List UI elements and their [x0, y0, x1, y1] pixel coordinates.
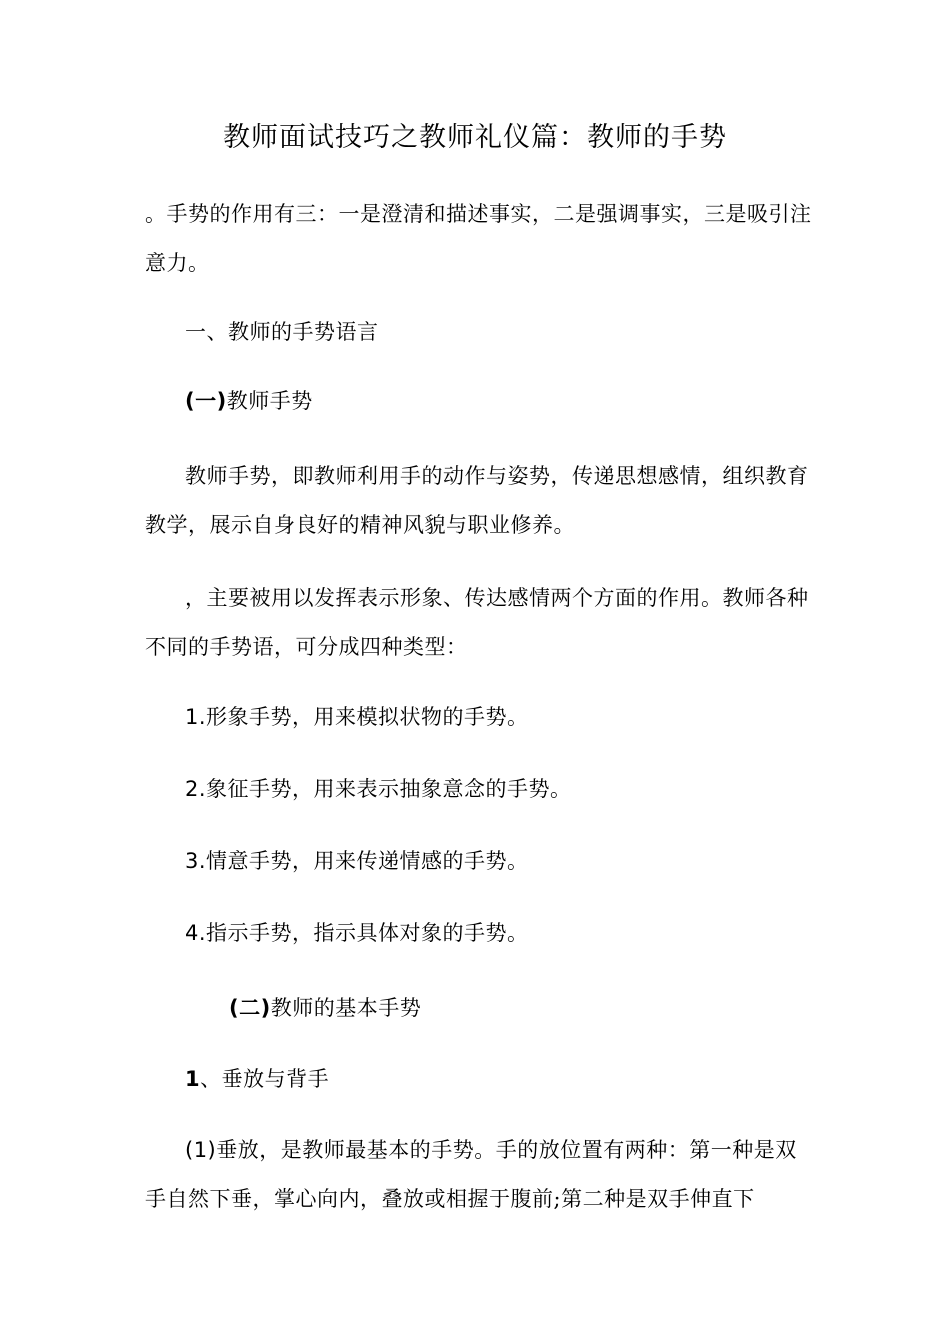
- list-text: 象征手势，用来表示抽象意念的手势。: [206, 777, 572, 801]
- paragraph-text: 垂放，是教师最基本的手势。手的放位置有两种：第一种是双手自然下垂，掌心向内，叠放或相握于腹前;第二种是双手伸直下: [145, 1138, 797, 1211]
- item-label: 、垂放与背手: [200, 1067, 330, 1091]
- item-number: 1: [185, 1067, 201, 1091]
- document-title: 教师面试技巧之教师礼仪篇：教师的手势: [223, 122, 727, 153]
- list-item: [145, 693, 815, 742]
- item-heading: [145, 1055, 815, 1104]
- subsection-number: (一): [185, 389, 227, 413]
- list-item: [145, 837, 815, 886]
- types-paragraph: ，主要被用以发挥表示形象、传达感情两个方面的作用。教师各种不同的手势语，可分成四种类型：: [145, 586, 809, 659]
- list-item: [145, 765, 815, 814]
- list-text: 形象手势，用来模拟状物的手势。: [206, 705, 529, 729]
- closing-paragraph: [145, 1126, 815, 1224]
- section-heading: 一、教师的手势语言: [185, 320, 379, 344]
- subsection-label: 教师的基本手势: [270, 996, 422, 1020]
- paragraph-number: (1): [185, 1138, 217, 1162]
- list-item: [145, 909, 815, 958]
- subsection-heading-1: [145, 377, 815, 426]
- list-text: 指示手势，指示具体对象的手势。: [206, 921, 529, 945]
- list-number: 3.: [185, 849, 207, 873]
- list-number: 4.: [185, 921, 207, 945]
- list-text: 情意手势，用来传递情感的手势。: [206, 849, 529, 873]
- subsection-heading-2: [145, 984, 815, 1033]
- subsection-number: (二): [229, 996, 271, 1020]
- list-number: 1.: [185, 705, 207, 729]
- list-number: 2.: [185, 777, 207, 801]
- definition-paragraph: 教师手势，即教师利用手的动作与姿势，传递思想感情，组织教育教学，展示自身良好的精神风貌与职业修养。: [145, 464, 809, 537]
- intro-paragraph: 。手势的作用有三：一是澄清和描述事实，二是强调事实，三是吸引注意力。: [145, 202, 812, 275]
- subsection-label: 教师手势: [226, 389, 313, 413]
